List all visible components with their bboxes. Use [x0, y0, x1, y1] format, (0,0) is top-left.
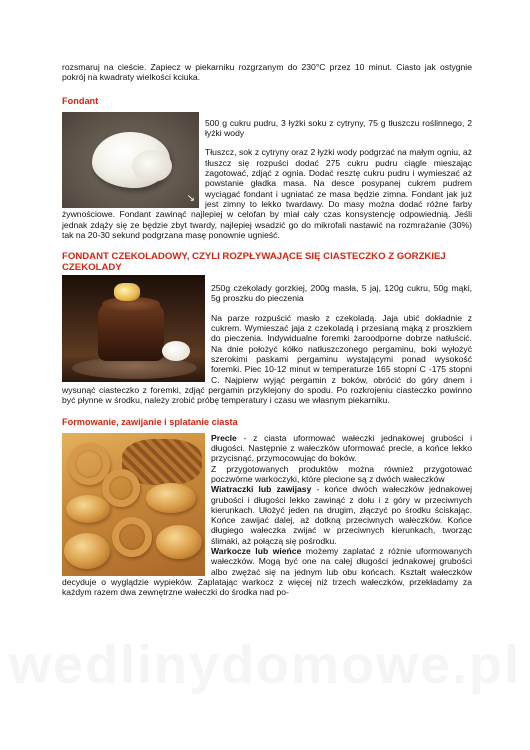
wiatraczki-term: Wiatraczki lub zawijasy: [211, 484, 312, 495]
chocolate-fondant-photo: [62, 275, 205, 382]
fondant-instructions: Tłuszcz, sok z cytryny oraz 2 łyżki wody podgrzać na małym ogniu, aż tłuszcz się rozpuści dodać 275 cukru pudru ciągle mieszając zagotować, zdjąć z ognia. Dodać resztę cukru pudru i wymieszać aż powstanie gładka masa. Na desce posypanej cukrem pudrem wyciągać fondant i ugniatać ze masa będzie zimna. Fondant jak już jest zimny to lekko twardawy. Do masy można dodać różne farby żywnościowe. Fondant zawinąć najlepiej w celofan by miał cały czas konsystencję odpowiednią. Jeśli jednak zdąży się ze będzie zbyt twardy, najlepiej wsadzić go do mikrofali nastawić na rozmrażanie (30%) tak na 20-30 sekund podgrzana masę ponownie ugnieść.: [62, 147, 472, 240]
document-page: [62, 62, 472, 597]
pastry-photo: [62, 433, 205, 576]
expand-arrow-icon: ↘: [186, 192, 195, 204]
chocolate-instructions: Na parze rozpuścić masło z czekoladą. Jaja ubić dokładnie z cukrem. Wymieszać jaja z czekoladą i przesianą mąką z proszkiem do pieczenia. Indywidualne foremki żaroodporne dobrze natłuścić. Na dnie położyć kółko natłuszczonego pergaminu, boki wyłożyć szerokimi paskami pergaminu wystającymi ponad wysokość foremki. Piec 10-12 minut w temperaturze 165 stopni C -175 stopni C. Najpierw wyjąć pergamin z boków, obrócić do góry dnem i wysunąć ciasteczko z foremki, zdjąć pergamin przyklejony do spodu. Po rozkrojeniu ciasteczko powinno być płynne w środku, należy zrobić próbę temperatury i czasu we własnym piekarniku.: [62, 312, 472, 406]
watermark: wedlinydomowe.pl: [8, 635, 522, 695]
kokilki-paragraph: Z przygotowanych produktów można również przygotować poczwórne warkoczyki, które plecione są z dwóch wałeczków: [211, 463, 472, 484]
fondant-ingredients: 500 g cukru pudru, 3 łyżki soku z cytryny, 75 g tłuszczu roślinnego, 2 łyżki wody: [205, 117, 472, 139]
warkocze-text: możemy zaplatać z różnie uformowanych wałeczków. Mogą być one na całej długości jednakowej grubości albo zwężać się na jednym lub obu końcach. Kształt wałeczków decyduje o wyglądzie wypieków. Zaplatając warkocz z więcej niż trzech wałeczków, przekładamy za każdym razem dwa zewnętrzne wałeczki do środka nad po-: [62, 545, 472, 598]
chocolate-ingredients: 250g czekolady gorzkiej, 200g masła, 5 jaj, 120g cukru, 50g mąki, 5g proszku do pieczenia: [211, 283, 472, 304]
precle-term: Precle: [211, 432, 237, 443]
section-heading-chocolate: FONDANT CZEKOLADOWY, CZYLI ROZPŁYWAJĄCE SIĘ CIASTECZKO Z GORZKIEJ CZEKOLADY: [62, 251, 446, 274]
wiatraczki-text: - końce dwóch wałeczków jednakowej grubości i długości lekko zawinąć z dołu i z góry w przeciwnych kierunkach. Ułożyć jeden na drugim, złączyć po środku ściskając. Końce zawijać dalej, aż dotkną przeciwnych wałeczków. Końce długiego wałeczka zwijać w przeciwnych kierunkach, tworząc ślimaki, aż połączą się pośrodku.: [211, 484, 473, 546]
warkocze-term: Warkocze lub wieńce: [211, 545, 302, 556]
section-heading-shaping: Formowanie, zawijanie i splatanie ciasta: [62, 417, 238, 428]
section-heading-fondant: Fondant: [62, 95, 99, 106]
precle-text: - z ciasta uformować wałeczki jednakowej grubości i długości. Następnie z wałeczków uformować precle, a końce lekko przycisnąć, przymocowując do boków.: [211, 432, 472, 464]
fondant-photo: [62, 112, 199, 208]
intro-paragraph: rozsmaruj na cieście. Zapiecz w piekarniku rozgrzanym do 230°C przez 10 minut. Ciasto jak ostygnie pokrój na kwadraty wielkości kciuka.: [62, 62, 472, 83]
